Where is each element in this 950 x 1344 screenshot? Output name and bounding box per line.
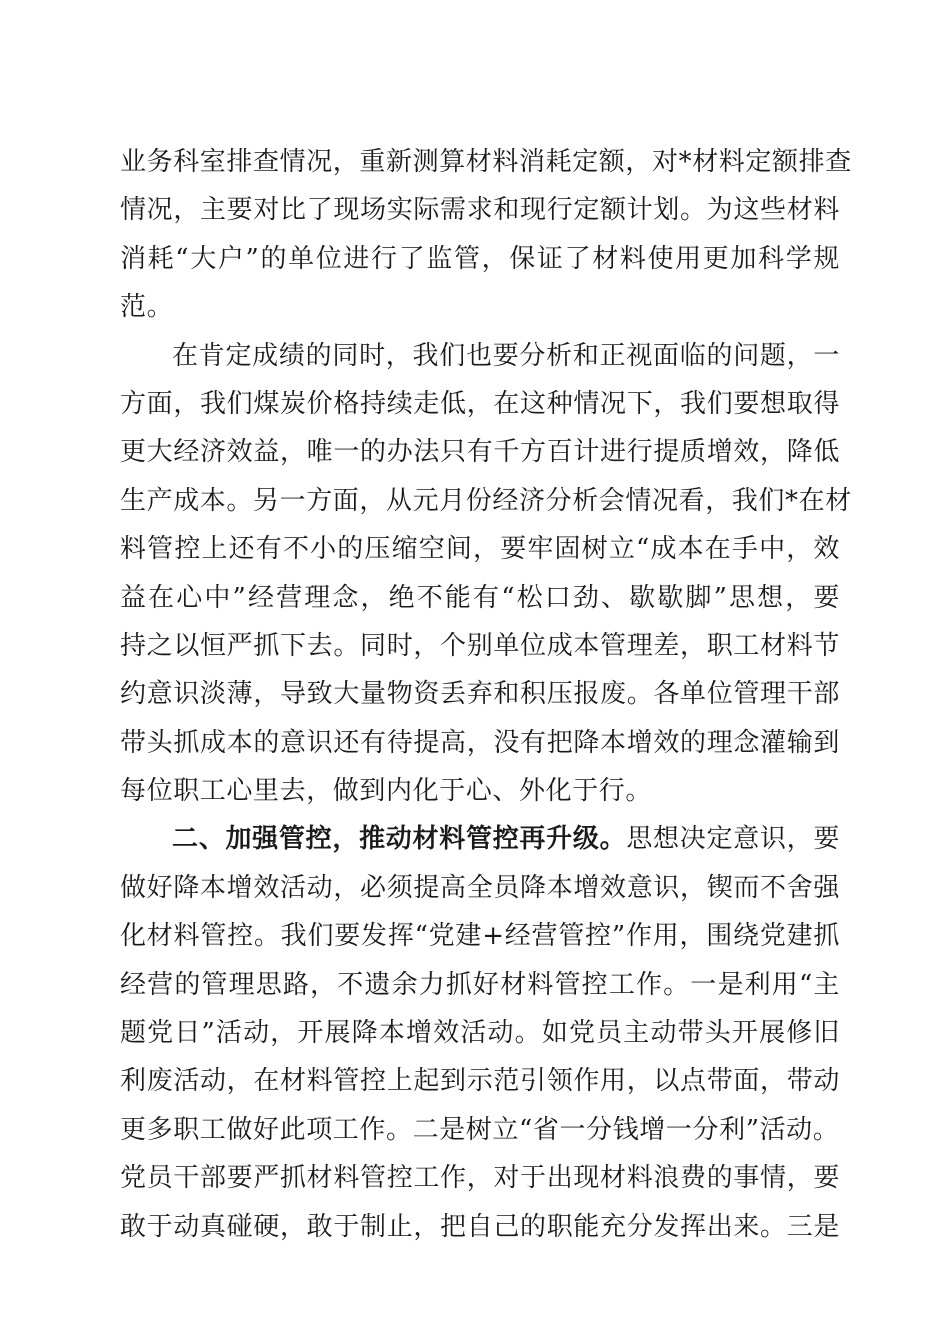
- text-line: 更多职工做好此项工作。二是树立“省一分钱增一分利”活动。: [120, 1114, 840, 1145]
- text-line: 题党日”活动，开展降本增效活动。如党员主动带头开展修旧: [120, 1018, 840, 1049]
- document-body: [120, 138, 852, 1251]
- text-line: 在肯定成绩的同时，我们也要分析和正视面临的问题，一: [172, 340, 840, 371]
- section-heading: 二、加强管控，推动材料管控再升级。: [172, 824, 627, 855]
- text-line: 持之以恒严抓下去。同时，个别单位成本管理差，职工材料节: [120, 630, 840, 661]
- text-line: 情况，主要对比了现场实际需求和现行定额计划。为这些材料: [120, 195, 840, 226]
- text-line: 生产成本。另一方面，从元月份经济分析会情况看，我们*在材: [120, 485, 852, 516]
- text-line: [120, 815, 840, 863]
- text-line: 做好降本增效活动，必须提高全员降本增效意识，锲而不舍强: [120, 872, 840, 903]
- text-line: 业务科室排查情况，重新测算材料消耗定额，对*材料定额排查: [120, 147, 852, 177]
- paragraph-1: [120, 138, 852, 332]
- text-line: 化材料管控。我们要发挥“党建+经营管控”作用，围绕党建抓: [120, 921, 840, 952]
- text-line: 方面，我们煤炭价格持续走低，在这种情况下，我们要想取得: [120, 388, 840, 419]
- text-line: 带头抓成本的意识还有待提高，没有把降本增效的理念灌输到: [120, 727, 840, 758]
- heading-line-rest: 思想决定意识，要: [626, 824, 840, 855]
- text-line: 范。: [120, 292, 174, 323]
- text-line: 党员干部要严抓材料管控工作，对于出现材料浪费的事情，要: [120, 1163, 840, 1194]
- paragraph-3: [120, 815, 840, 1251]
- text-line: 经营的管理思路，不遗余力抓好材料管控工作。一是利用“主: [120, 969, 840, 1000]
- text-line: 料管控上还有不小的压缩空间，要牢固树立“成本在手中，效: [120, 534, 840, 565]
- paragraph-2: [120, 332, 852, 816]
- text-line: 消耗“大户”的单位进行了监管，保证了材料使用更加科学规: [120, 243, 840, 274]
- text-line: 更大经济效益，唯一的办法只有千方百计进行提质增效，降低: [120, 437, 840, 468]
- text-line: 约意识淡薄，导致大量物资丢弃和积压报废。各单位管理干部: [120, 679, 840, 710]
- text-line: 益在心中”经营理念，绝不能有“松口劲、歇歇脚”思想，要: [120, 582, 840, 613]
- text-line: 利废活动，在材料管控上起到示范引领作用，以点带面，带动: [120, 1066, 840, 1097]
- text-line: 敢于动真碰硬，敢于制止，把自己的职能充分发挥出来。三是: [120, 1211, 840, 1242]
- text-line: 每位职工心里去，做到内化于心、外化于行。: [120, 776, 653, 807]
